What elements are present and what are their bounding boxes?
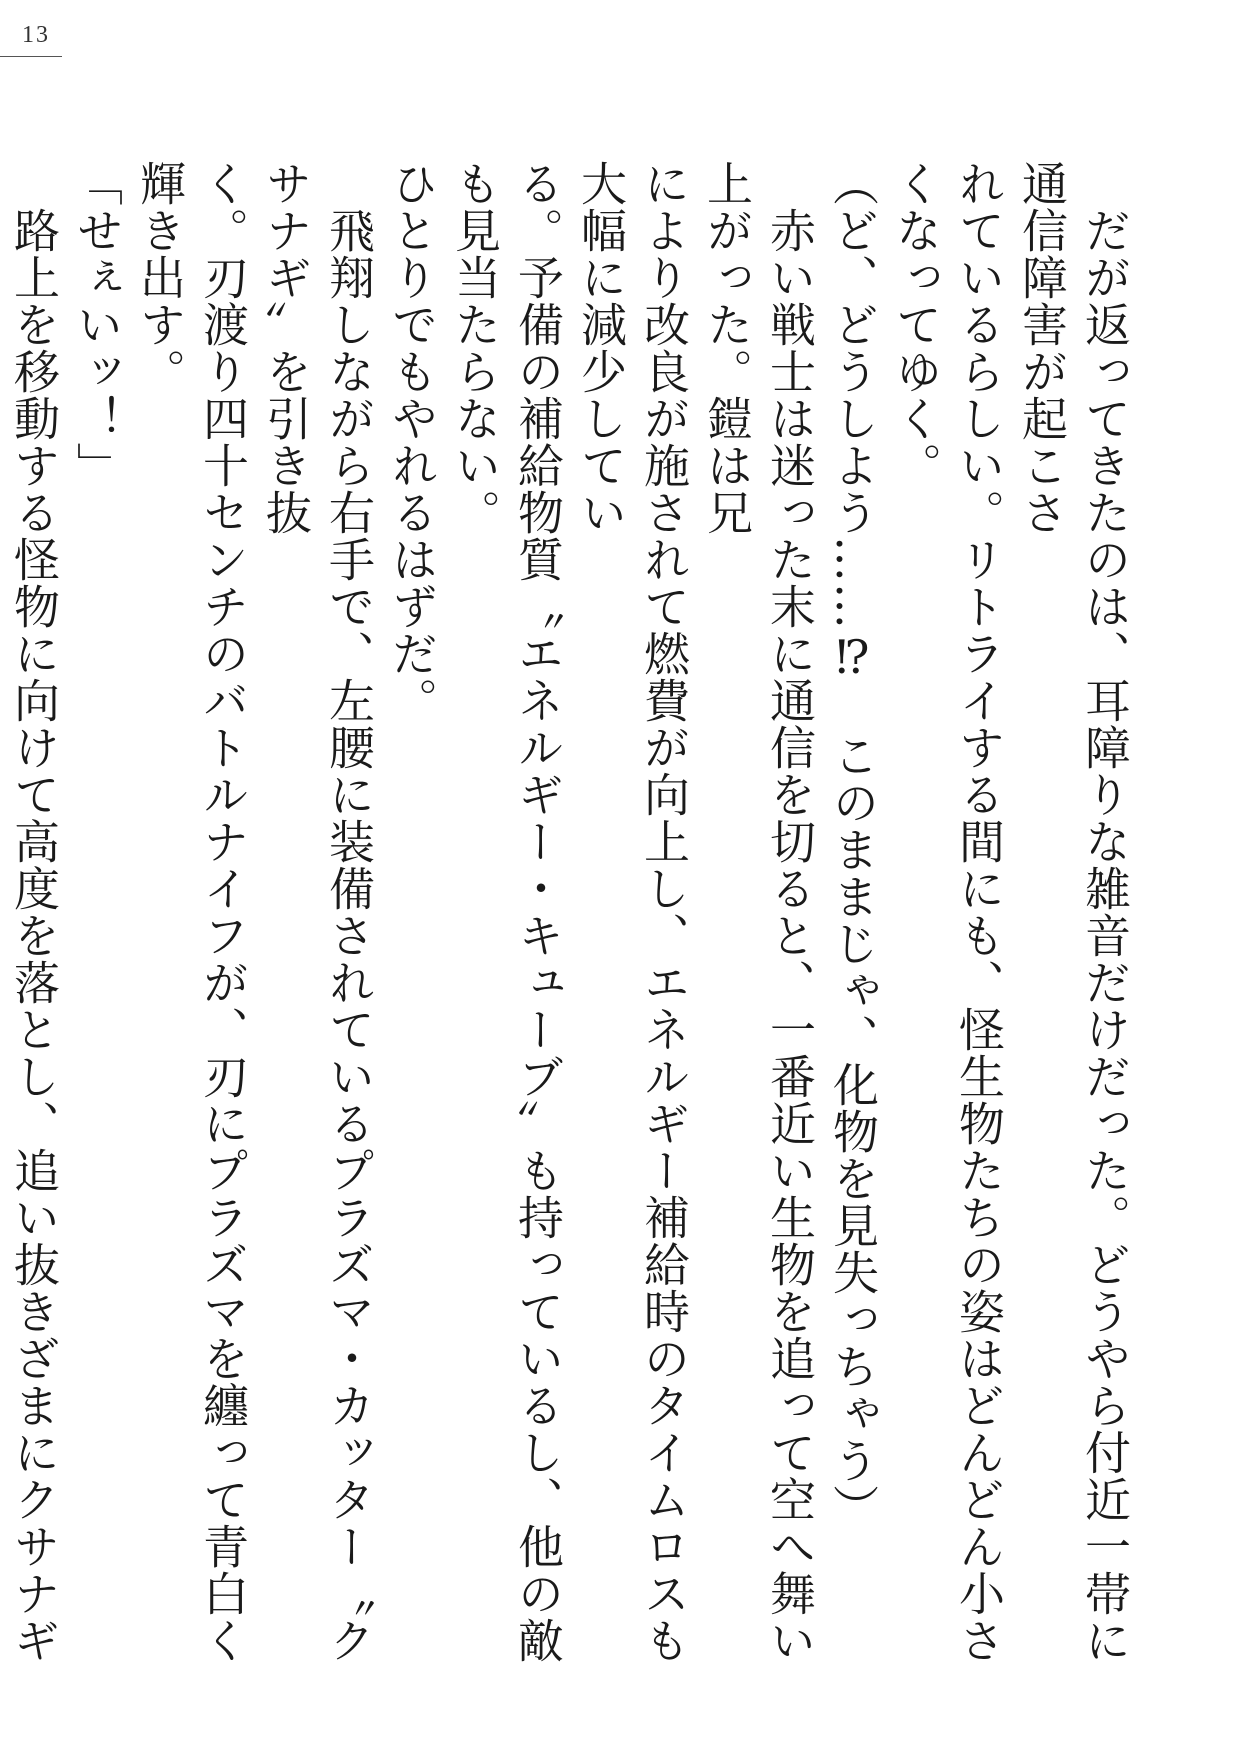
page-number: 13 <box>22 22 50 48</box>
text-line: れているらしい。リトライする間にも、怪生物たちの姿はどんどん小さくなってゆく。 <box>889 160 1006 1664</box>
text-line: 赤い戦士は迷った末に通信を切ると、一番近い生物を追って空へ舞い上がった。鎧は兄 <box>700 160 817 1664</box>
text-line: 路上を移動する怪物に向けて高度を落とし、追い抜きざまにクサナギ <box>7 207 61 1664</box>
text-line: く。刃渡り四十センチのバトルナイフが、刃にプラズマを纏って青白く輝き出す。 <box>133 160 250 1664</box>
text-line: 「せぇいッ！」 <box>70 160 124 489</box>
text-line: 飛翔しながら右手で、左腰に装備されているプラズマ・カッター〝クサナギ〟を引き抜 <box>259 160 376 1664</box>
text-line: ひとりでもやれるはずだ。 <box>385 160 439 724</box>
text-line: だが返ってきたのは、耳障りな雑音だけだった。どうやら付近一帯に通信障害が起こさ <box>1015 160 1132 1664</box>
body-text <box>0 160 1136 1690</box>
text-line: により改良が施されて燃費が向上し、エネルギー補給時のタイムロスも大幅に減少してい <box>574 160 691 1664</box>
text-line: （ど、どうしよう……⁉ このままじゃ、化物を見失っちゃう） <box>826 160 880 1531</box>
text-line: る。予備の補給物質〝エネルギー・キューブ〟も持っているし、他の敵も見当たらない。 <box>448 160 565 1664</box>
page-number-rule <box>0 56 62 57</box>
